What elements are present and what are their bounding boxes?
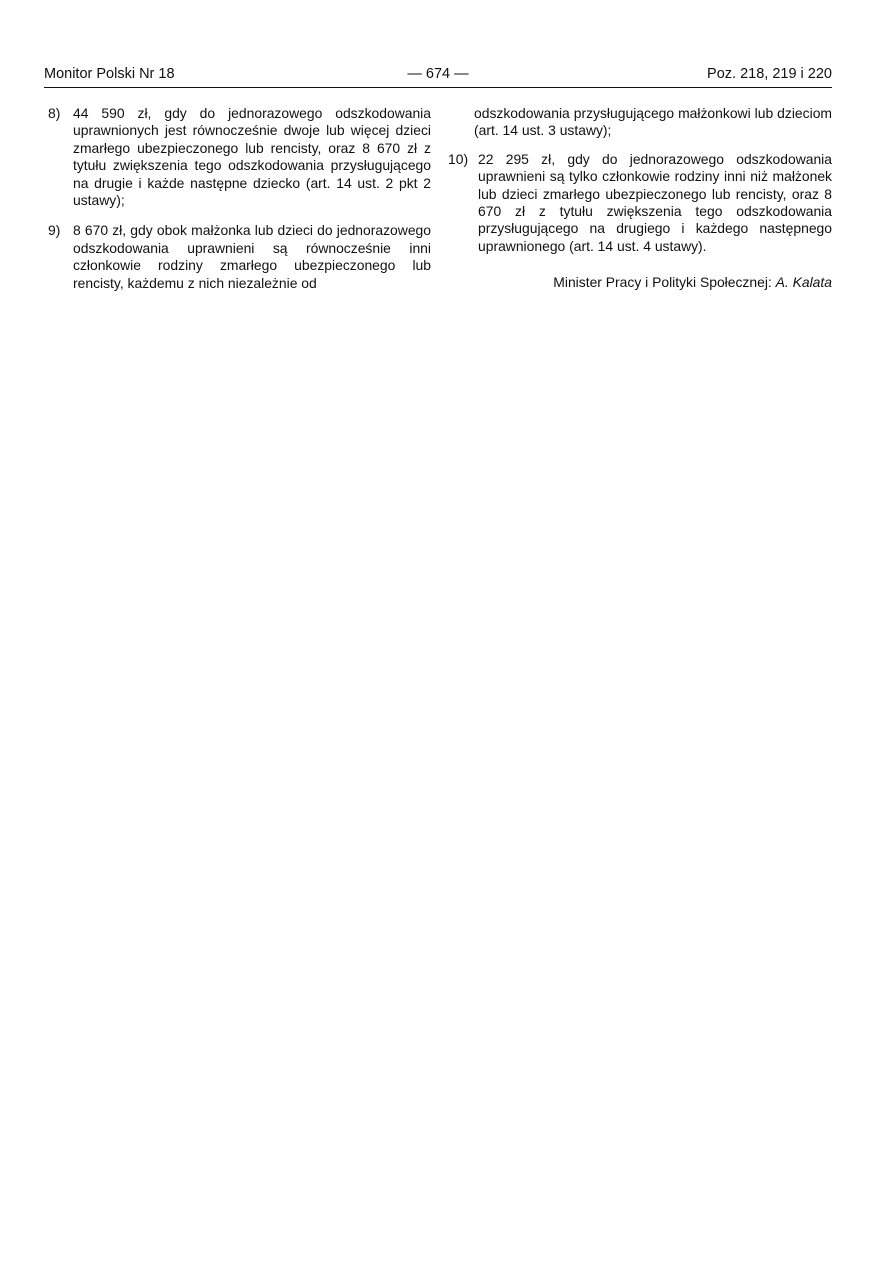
left-column <box>48 105 431 305</box>
item-text: 22 295 zł, gdy do jednorazowego odszkodowania uprawnieni są tylko członkowie rodziny inni niż małżonek lub dzieci zmarłego ubezpieczonego lub rencisty, oraz 8 670 zł z tytułu zwiększenia tego odszkodowania przysługującego na drugiego i każdego następnego uprawnionego (art. 14 ust. 4 ustawy). <box>478 150 832 254</box>
page-number: — 674 — <box>407 66 469 82</box>
list-item-10 <box>448 151 832 255</box>
item-number: 9) <box>48 222 61 239</box>
list-item-9-continuation: odszkodowania przysługującego małżonkowi lub dzieciom (art. 14 ust. 3 ustawy); <box>474 105 832 139</box>
position-numbers: Poz. 218, 219 i 220 <box>707 66 832 82</box>
item-number: 8) <box>48 105 61 121</box>
item-number: 10) <box>448 150 469 167</box>
list-item-8 <box>48 105 431 209</box>
item-text: 8 670 zł, gdy obok małżonka lub dzieci do jednorazowego odszkodowania uprawnieni są równocześnie inni członkowie rodziny zmarłego ubezpieczonego lub rencisty, każdemu z nich niezależnie od <box>73 222 431 291</box>
right-column <box>448 105 832 292</box>
item-text: 44 590 zł, gdy do jednorazowego odszkodowania uprawnionych jest równocześnie dwoje lub więcej dzieci zmarłego ubezpieczonego lub rencisty, oraz 8 670 zł z tytułu zwiększenia tego odszkodowania przysługującego na drugie i każde następne dziecko (art. 14 ust. 2 pkt 2 ustawy); <box>73 105 431 209</box>
signature <box>448 274 832 291</box>
page-header <box>44 63 832 88</box>
list-item-9 <box>48 222 431 292</box>
signature-role: Minister Pracy i Polityki Społecznej: <box>553 274 772 291</box>
publication-title: Monitor Polski Nr 18 <box>44 66 175 82</box>
signature-name: A. Kalata <box>775 274 832 291</box>
